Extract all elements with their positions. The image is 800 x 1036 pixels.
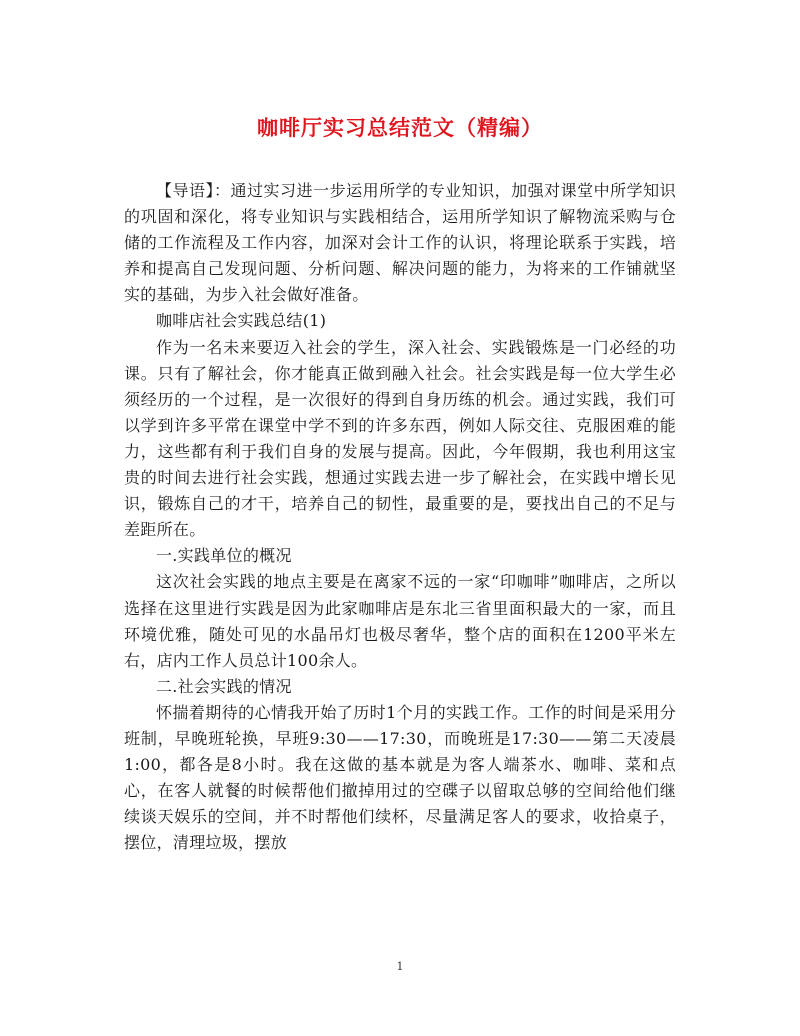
intro-paragraph: 【导语】：通过实习进一步运用所学的专业知识，加强对课堂中所学知识的巩固和深化，将专业知识与实践相结合，运用所学知识了解物流采购与仓储的工作流程及工作内容，加深对会计工作的认识，将理论联系于实践，培养和提高自己发现问题、分析问题、解决问题的能力，为将来的工作铺就坚实的基础，为步入社会做好准备。 — [124, 181, 676, 305]
section-heading: 二.社会实践的情况 — [156, 676, 292, 696]
page-number: 1 — [396, 960, 404, 973]
section-heading: 咖啡店社会实践总结(1) — [156, 311, 327, 331]
body-paragraph: 这次社会实践的地点主要是在离家不远的一家“印咖啡”咖啡店，之所以选择在这里进行实践是因为此家咖啡店是东北三省里面积最大的一家，而且环境优雅，随处可见的水晶吊灯也极尽奢华，整个店的面积在1200平米左右，店内工作人员总计100余人。 — [124, 572, 676, 670]
body-paragraph: 作为一名未来要迈入社会的学生，深入社会、实践锻炼是一门必经的功课。只有了解社会，你才能真正做到融入社会。社会实践是每一位大学生必须经历的一个过程，是一次很好的得到自身历练的机会。通过实践，我们可以学到许多平常在课堂中学不到的许多东西，例如人际交往、克服困难的能力，这些都有利于我们自身的发展与提高。因此，今年假期，我也利用这宝贵的时间去进行社会实践，想通过实践去进一步了解社会，在实践中增长见识，锻炼自己的才干，培养自己的韧性，最重要的是，要找出自己的不足与差距所在。 — [124, 337, 676, 540]
document-body — [124, 178, 676, 856]
document-title: 咖啡厅实习总结范文（精编） — [257, 115, 543, 140]
body-paragraph: 怀揣着期待的心情我开始了历时1个月的实践工作。工作的时间是采用分班制，早晚班轮换，早班9:30——17:30，而晚班是17:30——第二天凌晨1:00，都各是8小时。我在这做的基本就是为客人端茶水、咖啡、菜和点心，在客人就餐的时候帮他们撤掉用过的空碟子以留取总够的空间给他们继续谈天娱乐的空间，并不时帮他们续杯，尽量满足客人的要求，收拾桌子，摆位，清理垃圾，摆放 — [124, 702, 676, 853]
section-heading: 一.实践单位的概况 — [156, 546, 292, 566]
